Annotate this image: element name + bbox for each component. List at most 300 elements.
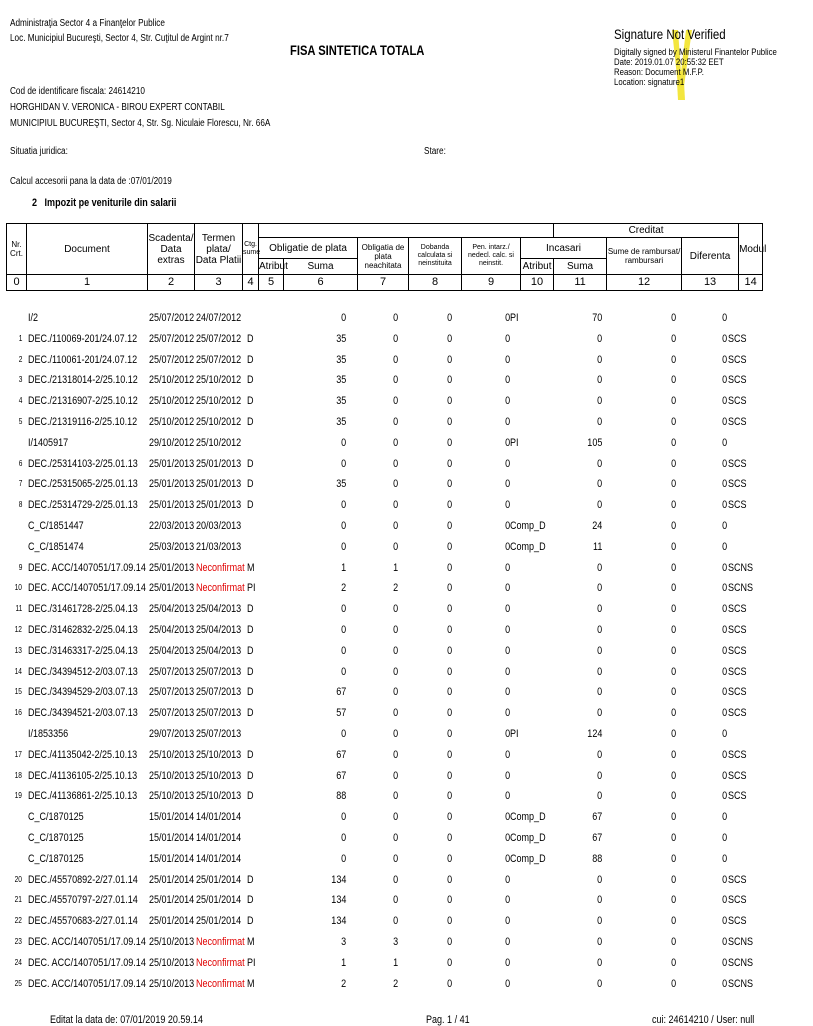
- cell-doc: DEC./41135042-2/25.10.13: [28, 748, 138, 761]
- cell-dob: 0: [446, 519, 452, 532]
- cell-scad: 25/10/2013: [149, 769, 195, 782]
- cell-doc: DEC. ACC/1407051/17.09.14: [28, 935, 146, 948]
- cell-atr: Comp_D: [510, 519, 546, 532]
- cell-dob: 0: [446, 457, 452, 470]
- cell-termen: 25/07/2013: [196, 686, 242, 699]
- table-row: [6, 308, 762, 329]
- cell-ramb: 0: [670, 790, 676, 803]
- cell-nr: 14: [14, 666, 22, 676]
- cell-pen: 0: [504, 748, 510, 761]
- column-number-row: [7, 275, 763, 291]
- cell-ramb: 0: [670, 395, 676, 408]
- cell-termen: 21/03/2013: [196, 540, 242, 553]
- cell-nr: 24: [14, 957, 22, 967]
- cell-dif: 0: [721, 873, 727, 886]
- cell-dif: 0: [721, 935, 727, 948]
- cell-dob: 0: [446, 374, 452, 387]
- cell-pen: 0: [504, 811, 510, 824]
- cell-atr: [510, 786, 550, 806]
- cell-dif: 0: [721, 374, 727, 387]
- cell-mod: SCS: [728, 915, 747, 928]
- cell-ctg: D: [247, 707, 254, 720]
- cell-dob: 0: [446, 332, 452, 345]
- cell-nr: 21: [14, 895, 22, 905]
- cell-nr: 11: [15, 604, 22, 614]
- cell-ob: 3: [340, 935, 346, 948]
- cell-dob: 0: [446, 790, 452, 803]
- cell-dob: 0: [446, 811, 452, 824]
- cell-ob: 35: [335, 353, 346, 366]
- cell-ob: 0: [340, 499, 346, 512]
- cell-mod: SCNS: [728, 956, 754, 969]
- cell-ctg: D: [247, 478, 254, 491]
- table-row: [6, 953, 762, 974]
- table-row: [6, 329, 762, 350]
- col-modul: Modul: [739, 224, 763, 275]
- cell-ramb: 0: [670, 582, 676, 595]
- col-termen: Termen plata/ Data Platii: [195, 224, 243, 275]
- table-row: [6, 682, 762, 703]
- cell-ob: 57: [335, 707, 346, 720]
- table-row: [6, 370, 762, 391]
- cell-ramb: 0: [670, 374, 676, 387]
- cell-termen: 14/01/2014: [196, 831, 242, 844]
- cell-atr: Comp_D: [510, 540, 546, 553]
- footer-page: Pag. 1 / 41: [426, 1014, 470, 1026]
- cell-nr: 15: [14, 687, 22, 697]
- cell-dob: 0: [446, 915, 452, 928]
- cell-neach: 0: [392, 603, 398, 616]
- cell-atr: [510, 766, 550, 786]
- cell-mod: SCS: [728, 790, 747, 803]
- cell-ramb: 0: [670, 811, 676, 824]
- cell-ob: 0: [340, 312, 346, 324]
- cell-inc: 88: [591, 852, 602, 865]
- cell-inc: 0: [596, 603, 602, 616]
- column-number: 7: [358, 275, 409, 291]
- cell-termen: Neconfirmat: [196, 977, 245, 990]
- table-row: [6, 516, 762, 537]
- cell-dif: 0: [721, 727, 727, 740]
- cell-nr: [6, 308, 22, 328]
- cell-ctg: D: [247, 374, 254, 387]
- cell-ctg: PI: [247, 582, 256, 595]
- cell-pen: 0: [504, 623, 510, 636]
- cell-termen: 25/07/2012: [196, 353, 242, 366]
- cell-atr: [510, 558, 550, 578]
- cell-ob: 0: [340, 436, 346, 449]
- cell-mod: SCS: [728, 894, 747, 907]
- cell-scad: 15/01/2014: [149, 811, 195, 824]
- cell-dob: 0: [446, 561, 452, 574]
- cell-termen: 25/01/2014: [196, 915, 242, 928]
- cell-ramb: 0: [670, 519, 676, 532]
- table-row: [6, 703, 762, 724]
- cell-inc: 0: [596, 353, 602, 366]
- cell-ob: 0: [340, 644, 346, 657]
- cell-inc: 0: [596, 623, 602, 636]
- cell-neach: 1: [392, 561, 398, 574]
- cell-pen: 0: [504, 769, 510, 782]
- cell-mod: SCS: [728, 603, 747, 616]
- cell-dob: 0: [446, 727, 452, 740]
- cell-neach: 0: [392, 457, 398, 470]
- cell-termen: 25/01/2013: [196, 457, 242, 470]
- cell-ctg: [247, 828, 265, 848]
- cell-ob: 134: [330, 873, 346, 886]
- cell-ob: 134: [330, 915, 346, 928]
- cell-dob: 0: [446, 748, 452, 761]
- table-row: [6, 558, 762, 579]
- cell-dif: 0: [721, 415, 727, 428]
- cell-pen: 0: [504, 582, 510, 595]
- table-row: [6, 807, 762, 828]
- cell-atr: [510, 703, 550, 723]
- cell-scad: 25/10/2013: [149, 748, 195, 761]
- cell-pen: 0: [504, 956, 510, 969]
- table-row: [6, 454, 762, 475]
- cell-inc: 124: [586, 727, 602, 740]
- cell-termen: 25/01/2014: [196, 894, 242, 907]
- table-row: [6, 870, 762, 891]
- cell-termen: Neconfirmat: [196, 582, 245, 595]
- cell-ob: 1: [340, 561, 346, 574]
- cell-dif: 0: [721, 665, 727, 678]
- col-rambursari: Sume de rambursat/ rambursari: [607, 238, 682, 275]
- cell-termen: 25/01/2013: [196, 499, 242, 512]
- cell-dif: 0: [721, 956, 727, 969]
- signature-line: Digitally signed by Ministerul Finantelor Publice: [614, 47, 777, 58]
- cell-nr: 19: [14, 791, 22, 801]
- cell-nr: 10: [14, 583, 22, 593]
- cell-scad: 25/01/2014: [149, 873, 195, 886]
- cell-ctg: D: [247, 873, 254, 886]
- cell-ramb: 0: [670, 644, 676, 657]
- cell-pen: 0: [504, 727, 510, 740]
- signature-line: Date: 2019.01.07 20:55:32 EET: [614, 57, 724, 68]
- table-row: [6, 391, 762, 412]
- cell-ramb: 0: [670, 686, 676, 699]
- issuer-line: Loc. Municipiul Bucureşti, Sector 4, Str. Cuţitul de Argint nr.7: [10, 33, 229, 44]
- issuer-block: [10, 16, 277, 46]
- table-row: [6, 662, 762, 683]
- cell-ob: 0: [340, 519, 346, 532]
- cell-termen: Neconfirmat: [196, 956, 245, 969]
- cell-scad: 25/10/2012: [149, 415, 195, 428]
- cell-scad: 25/03/2013: [149, 540, 195, 553]
- cell-termen: 25/07/2013: [196, 665, 242, 678]
- cell-inc: 24: [591, 519, 602, 532]
- cell-mod: SCNS: [728, 561, 754, 574]
- cell-ramb: 0: [670, 603, 676, 616]
- cell-termen: 25/04/2013: [196, 623, 242, 636]
- cell-doc: C_C/1870125: [28, 811, 84, 824]
- cell-atr: [510, 350, 550, 370]
- cell-atr: PI: [510, 727, 519, 740]
- table-row: [6, 599, 762, 620]
- cell-inc: 0: [596, 790, 602, 803]
- cell-dif: 0: [721, 831, 727, 844]
- cell-ctg: M: [247, 977, 255, 990]
- table-row: [6, 620, 762, 641]
- cell-dif: 0: [721, 894, 727, 907]
- cell-dob: 0: [446, 894, 452, 907]
- cell-doc: I/2: [28, 312, 39, 324]
- cell-ramb: 0: [670, 769, 676, 782]
- cell-inc: 0: [596, 561, 602, 574]
- cell-dif: 0: [721, 686, 727, 699]
- cell-mod: [728, 433, 762, 453]
- cell-inc: 0: [596, 332, 602, 345]
- table-row: [6, 745, 762, 766]
- cell-neach: 3: [392, 935, 398, 948]
- cell-dob: 0: [446, 395, 452, 408]
- cell-scad: 15/01/2014: [149, 852, 195, 865]
- table-row: [6, 433, 762, 454]
- cell-atr: [510, 578, 550, 598]
- cell-doc: DEC./25315065-2/25.01.13: [28, 478, 138, 491]
- cell-mod: SCS: [728, 644, 747, 657]
- cell-termen: 25/07/2013: [196, 727, 242, 740]
- cell-pen: 0: [504, 415, 510, 428]
- cell-scad: 25/07/2012: [149, 353, 195, 366]
- cell-inc: 0: [596, 935, 602, 948]
- cell-dob: 0: [446, 686, 452, 699]
- cell-nr: 23: [14, 936, 22, 946]
- cell-ctg: D: [247, 748, 254, 761]
- cell-dif: 0: [721, 395, 727, 408]
- cell-mod: SCS: [728, 769, 747, 782]
- cell-pen: 0: [504, 915, 510, 928]
- cell-ramb: 0: [670, 852, 676, 865]
- cell-doc: DEC. ACC/1407051/17.09.14: [28, 977, 146, 990]
- cell-neach: 0: [392, 769, 398, 782]
- cell-ramb: 0: [670, 727, 676, 740]
- cell-mod: SCS: [728, 332, 747, 345]
- cell-scad: 15/01/2014: [149, 831, 195, 844]
- cell-doc: I/1405917: [28, 436, 69, 449]
- cell-atr: [510, 412, 550, 432]
- cell-pen: 0: [504, 312, 510, 324]
- table-row: [6, 766, 762, 787]
- cell-doc: DEC. ACC/1407051/17.09.14: [28, 582, 146, 595]
- table-row: [6, 495, 762, 516]
- column-number: 6: [284, 275, 358, 291]
- cell-atr: PI: [510, 312, 519, 324]
- cell-dif: 0: [721, 644, 727, 657]
- cell-neach: 0: [392, 499, 398, 512]
- cell-doc: DEC./21318014-2/25.10.12: [28, 374, 138, 387]
- cell-termen: 25/10/2012: [196, 436, 242, 449]
- cell-neach: 0: [392, 873, 398, 886]
- cell-atr: [510, 641, 550, 661]
- cell-atr: [510, 329, 550, 349]
- cell-atr: PI: [510, 436, 519, 449]
- cell-termen: 25/07/2013: [196, 707, 242, 720]
- cell-ramb: 0: [670, 915, 676, 928]
- column-number: 13: [682, 275, 739, 291]
- cell-doc: DEC./45570892-2/27.01.14: [28, 873, 138, 886]
- column-number: 14: [739, 275, 763, 291]
- cell-doc: DEC./34394529-2/03.07.13: [28, 686, 138, 699]
- cell-ramb: 0: [670, 894, 676, 907]
- cell-dob: 0: [446, 769, 452, 782]
- cell-nr: [6, 433, 22, 453]
- cell-dif: 0: [721, 457, 727, 470]
- cell-scad: 25/01/2013: [149, 499, 195, 512]
- cell-ob: 0: [340, 852, 346, 865]
- table-row: [6, 537, 762, 558]
- cell-pen: 0: [504, 977, 510, 990]
- cell-scad: 25/04/2013: [149, 644, 195, 657]
- cell-dif: 0: [721, 915, 727, 928]
- col-obligatie-neachitata: Obligatia de plata neachitata: [358, 238, 409, 275]
- cell-dif: 0: [721, 748, 727, 761]
- col-atribut-incasari: Atribut: [521, 259, 554, 275]
- cell-atr: [510, 454, 550, 474]
- cell-dif: 0: [721, 603, 727, 616]
- col-obligatie: Obligatie de plata: [259, 238, 358, 259]
- col-spacer: [259, 224, 554, 238]
- cell-termen: 14/01/2014: [196, 811, 242, 824]
- cell-dif: 0: [721, 977, 727, 990]
- cell-pen: 0: [504, 374, 510, 387]
- taxpayer-address: MUNICIPIUL BUCUREŞTI, Sector 4, Str. Sg. Niculaie Florescu, Nr. 66A: [10, 118, 271, 129]
- cell-mod: SCS: [728, 665, 747, 678]
- cell-pen: 0: [504, 332, 510, 345]
- cell-dob: 0: [446, 935, 452, 948]
- cell-inc: 0: [596, 873, 602, 886]
- cell-termen: 24/07/2012: [196, 312, 242, 324]
- cell-dob: 0: [446, 852, 452, 865]
- cell-ctg: D: [247, 457, 254, 470]
- cell-pen: 0: [504, 353, 510, 366]
- cell-doc: C_C/1870125: [28, 852, 84, 865]
- cell-ctg: PI: [247, 956, 256, 969]
- column-number: 11: [554, 275, 607, 291]
- cell-inc: 0: [596, 977, 602, 990]
- cell-neach: 2: [392, 977, 398, 990]
- cell-ctg: D: [247, 603, 254, 616]
- cell-scad: 25/07/2013: [149, 665, 195, 678]
- cell-doc: DEC./25314103-2/25.01.13: [28, 457, 138, 470]
- cell-ramb: 0: [670, 415, 676, 428]
- fiscal-id: Cod de identificare fiscala: 24614210: [10, 86, 145, 97]
- cell-ctg: D: [247, 790, 254, 803]
- cell-doc: DEC./21319116-2/25.10.12: [28, 415, 138, 428]
- cell-ctg: D: [247, 332, 254, 345]
- cell-dob: 0: [446, 415, 452, 428]
- cell-dif: 0: [721, 436, 727, 449]
- cell-nr: 17: [14, 749, 22, 759]
- cell-atr: [510, 870, 550, 890]
- cell-ctg: D: [247, 665, 254, 678]
- cell-mod: SCS: [728, 478, 747, 491]
- cell-atr: [510, 745, 550, 765]
- cell-scad: 25/07/2013: [149, 686, 195, 699]
- cell-nr: 1: [18, 333, 22, 343]
- cell-pen: 0: [504, 499, 510, 512]
- cell-dif: 0: [721, 561, 727, 574]
- footer-edited: Editat la data de: 07/01/2019 20.59.14: [50, 1014, 203, 1026]
- table-row: [6, 911, 762, 932]
- col-penalitati: Pen. intarz./ nedecl. calc. si neinstit.: [462, 238, 521, 275]
- table-row: [6, 350, 762, 371]
- column-number: 12: [607, 275, 682, 291]
- cell-inc: 0: [596, 374, 602, 387]
- cell-atr: [510, 662, 550, 682]
- cell-mod: SCS: [728, 415, 747, 428]
- table-row: [6, 890, 762, 911]
- cell-dif: 0: [721, 811, 727, 824]
- signature-block: [614, 26, 777, 88]
- cell-doc: DEC./34394521-2/03.07.13: [28, 707, 138, 720]
- cell-ramb: 0: [670, 312, 676, 324]
- ledger-rows: [6, 308, 762, 994]
- cell-scad: 25/07/2012: [149, 332, 195, 345]
- cell-dob: 0: [446, 956, 452, 969]
- cell-dif: 0: [721, 332, 727, 345]
- cell-neach: 0: [392, 727, 398, 740]
- cell-ramb: 0: [670, 436, 676, 449]
- cell-ob: 2: [340, 977, 346, 990]
- col-scadenta: Scadenta/ Data extras: [148, 224, 195, 275]
- cell-pen: 0: [504, 831, 510, 844]
- cell-termen: 25/07/2012: [196, 332, 242, 345]
- cell-neach: 0: [392, 915, 398, 928]
- cell-dif: 0: [721, 769, 727, 782]
- cell-dob: 0: [446, 499, 452, 512]
- cell-ramb: 0: [670, 457, 676, 470]
- cell-dob: 0: [446, 436, 452, 449]
- cell-neach: 0: [392, 894, 398, 907]
- table-row: [6, 786, 762, 807]
- cell-inc: 0: [596, 748, 602, 761]
- cell-dob: 0: [446, 644, 452, 657]
- cell-mod: SCNS: [728, 977, 754, 990]
- cell-doc: C_C/1870125: [28, 831, 84, 844]
- cell-inc: 0: [596, 686, 602, 699]
- cell-scad: 25/04/2013: [149, 623, 195, 636]
- column-number: 2: [148, 275, 195, 291]
- cell-termen: 25/10/2013: [196, 790, 242, 803]
- cell-dif: 0: [721, 478, 727, 491]
- cell-neach: 0: [392, 353, 398, 366]
- cell-ctg: [247, 433, 265, 453]
- cell-dob: 0: [446, 623, 452, 636]
- cell-ob: 35: [335, 478, 346, 491]
- cell-doc: DEC./21316907-2/25.10.12: [28, 395, 138, 408]
- cell-dif: 0: [721, 852, 727, 865]
- cell-ob: 67: [335, 748, 346, 761]
- cell-nr: [6, 828, 22, 848]
- cell-mod: SCS: [728, 623, 747, 636]
- cell-neach: 0: [392, 852, 398, 865]
- cell-pen: 0: [504, 686, 510, 699]
- cell-dif: 0: [721, 707, 727, 720]
- cell-ob: 0: [340, 457, 346, 470]
- cell-inc: 67: [591, 831, 602, 844]
- column-number: 4: [243, 275, 259, 291]
- column-number: 5: [259, 275, 284, 291]
- cell-neach: 0: [392, 519, 398, 532]
- cell-doc: DEC./31461728-2/25.04.13: [28, 603, 138, 616]
- cell-inc: 0: [596, 665, 602, 678]
- cell-neach: 0: [392, 665, 398, 678]
- cell-scad: 25/01/2013: [149, 582, 195, 595]
- cell-pen: 0: [504, 457, 510, 470]
- cell-ramb: 0: [670, 332, 676, 345]
